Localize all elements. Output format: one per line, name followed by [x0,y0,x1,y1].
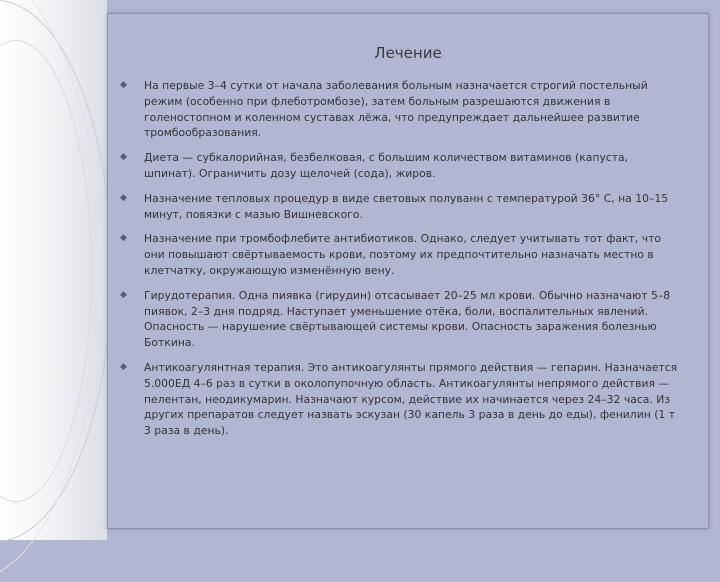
bullet-list [118,78,683,448]
list-item [118,78,683,141]
bullet-icon: ◆ [120,233,127,244]
list-item-text: Диета — субкалорийная, безбелковая, с большим количеством витаминов (капуста, шпинат). Ограничить дозу щелочей (сода), жиров. [144,151,629,180]
bullet-icon: ◆ [120,361,127,372]
list-item-text: Гирудотерапия. Одна пиявка (гирудин) отсасывает 20–25 мл крови. Обычно назначают 5–8 пиявок, 2–3 дня подряд. Наступает уменьшение отёка, боли, воспалительных явлений. Опасность — нарушение свёртывающей системы крови. Опасность заражения болезнью Боткина. [144,288,671,350]
list-item-text: Назначение тепловых процедур в виде световых полуванн с температурой 36° С, на 10–15 минут, повязки с мазью Вишневского. [144,191,669,221]
decorative-arc [0,0,102,582]
bullet-icon: ◆ [120,289,127,300]
list-item [118,150,683,182]
list-item [118,231,683,278]
bullet-icon: ◆ [120,152,127,163]
slide-title: Лечение [374,44,442,62]
list-item-text: Антикоагулянтная терапия. Это антикоагулянты прямого действия — гепарин. Назначается 5.000ЕД 4–6 раз в сутки в околопупочную область. Антикоагулянты непрямого действия — пелентан, неодикумарин. Назначают курсом, действие их начинается через 24–32 часа. Из других препаратов следует назвать эскузан (30 капель 3 раза в день до еды), фенилин (1 т 3 раза в день). [144,360,678,438]
bullet-icon: ◆ [120,80,127,90]
slide [107,13,709,529]
decorative-side-panel [0,0,107,540]
list-item-text: На первые 3–4 сутки от начала заболевания больным назначается строгий постельный режим (особенно при флеботромбозе), затем больным разрешаются движения в голеностопном и коленном суставах лёжа, что предупреждает дальнейшее развитие тромбообразования. [144,79,648,140]
list-item [118,360,683,439]
list-item-text: Назначение при тромбофлебите антибиотиков. Однако, следует учитывать тот факт, что они повышают свёртываемость крови, поэтому их предпочтительно назначать местно в клетчатку, окружающую изменённую вену. [144,232,661,277]
list-item [118,288,683,351]
list-item [118,191,683,223]
bullet-icon: ◆ [120,192,127,203]
